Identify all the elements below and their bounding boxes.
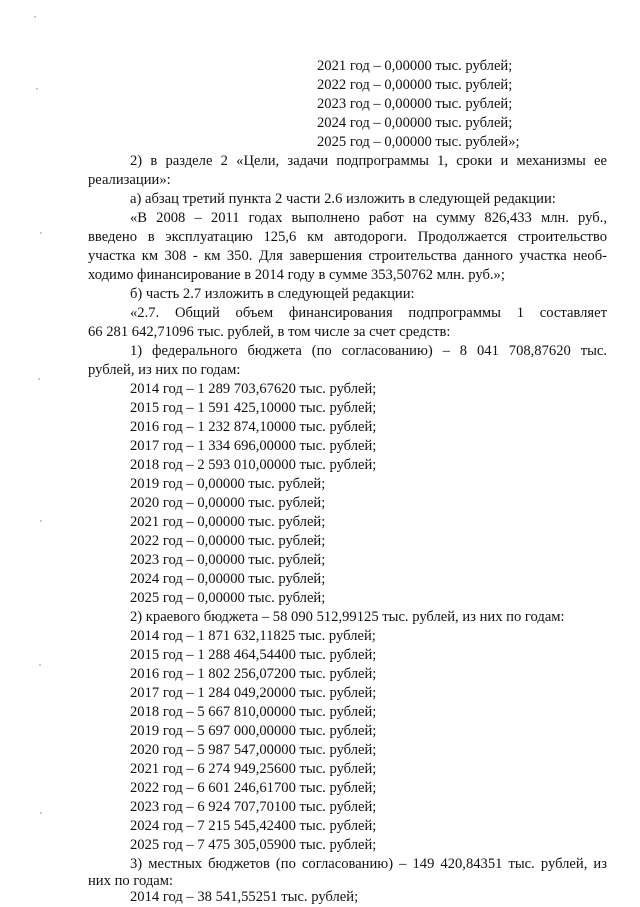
year-line: 2025 год – 0,00000 тыс. рублей»;	[317, 134, 520, 150]
federal-year-line: 2021 год – 0,00000 тыс. рублей;	[130, 514, 326, 530]
regional-year-line: 2018 год – 5 667 810,00000 тыс. рублей;	[130, 704, 377, 720]
scan-speck	[36, 88, 38, 90]
federal-budget-heading: 1) федерального бюджета (по согласованию) – 8 041 708,87620 тыс.	[130, 343, 607, 359]
scan-speck	[40, 812, 42, 814]
year-line: 2023 год – 0,00000 тыс. рублей;	[317, 96, 513, 112]
regional-year-line: 2022 год – 6 601 246,61700 тыс. рублей;	[130, 780, 377, 796]
federal-year-line: 2024 год – 0,00000 тыс. рублей;	[130, 571, 326, 587]
regional-year-line: 2020 год – 5 987 547,00000 тыс. рублей;	[130, 742, 377, 758]
local-year-line: 2014 год – 38 541,55251 тыс. рублей;	[130, 889, 359, 905]
federal-year-line: 2016 год – 1 232 874,10000 тыс. рублей;	[130, 419, 377, 435]
federal-year-line: 2014 год – 1 289 703,67620 тыс. рублей;	[130, 381, 377, 397]
federal-year-line: 2017 год – 1 334 696,00000 тыс. рублей;	[130, 438, 377, 454]
regional-year-line: 2019 год – 5 697 000,00000 тыс. рублей;	[130, 723, 377, 739]
federal-year-line: 2025 год – 0,00000 тыс. рублей;	[130, 590, 326, 606]
federal-year-line: 2023 год – 0,00000 тыс. рублей;	[130, 552, 326, 568]
quote-paragraph: участка км 308 - км 350. Для завершения строительства данного участка необ-	[88, 248, 607, 264]
regional-year-line: 2016 год – 1 802 256,07200 тыс. рублей;	[130, 666, 377, 682]
scan-speck	[40, 520, 42, 522]
regional-budget-heading: 2) краевого бюджета – 58 090 512,99125 тыс. рублей, из них по годам:	[130, 609, 565, 625]
federal-year-line: 2015 год – 1 591 425,10000 тыс. рублей;	[130, 400, 377, 416]
regional-year-line: 2014 год – 1 871 632,11825 тыс. рублей;	[130, 628, 376, 644]
federal-year-line: 2022 год – 0,00000 тыс. рублей;	[130, 533, 326, 549]
regional-year-line: 2021 год – 6 274 949,25600 тыс. рублей;	[130, 761, 377, 777]
year-line: 2022 год – 0,00000 тыс. рублей;	[317, 77, 513, 93]
regional-year-line: 2025 год – 7 475 305,05900 тыс. рублей;	[130, 837, 377, 853]
local-budget-heading: них по годам:	[88, 873, 174, 889]
scan-speck	[39, 664, 41, 666]
quote-paragraph: введено в эксплуатацию 125,6 км автодороги. Продолжается строительство	[88, 229, 607, 245]
section-2-7: 66 281 642,71096 тыс. рублей, в том числе за счет средств:	[88, 324, 451, 340]
federal-budget-heading: рублей, из них по годам:	[88, 362, 241, 378]
scan-speck	[38, 378, 40, 380]
scan-speck	[40, 232, 42, 234]
regional-year-line: 2017 год – 1 284 049,20000 тыс. рублей;	[130, 685, 377, 701]
local-budget-heading: 3) местных бюджетов (по согласованию) – 149 420,84351 тыс. рублей, из	[130, 856, 607, 872]
federal-year-line: 2019 год – 0,00000 тыс. рублей;	[130, 476, 326, 492]
scan-speck	[34, 16, 36, 18]
section-2-7: «2.7. Общий объем финансирования подпрограммы 1 составляет	[130, 305, 607, 321]
year-line: 2024 год – 0,00000 тыс. рублей;	[317, 115, 513, 131]
regional-year-line: 2024 год – 7 215 545,42400 тыс. рублей;	[130, 818, 377, 834]
quote-paragraph: ходимо финансирование в 2014 году в сумме 353,50762 млн. руб.»;	[88, 267, 505, 283]
regional-year-line: 2023 год – 6 924 707,70100 тыс. рублей;	[130, 799, 377, 815]
subitem-a: а) абзац третий пункта 2 части 2.6 изложить в следующей редакции:	[130, 191, 556, 207]
subitem-b: б) часть 2.7 изложить в следующей редакции:	[130, 286, 415, 302]
item-2-heading-cont: реализации»:	[88, 172, 171, 188]
item-2-heading: 2) в разделе 2 «Цели, задачи подпрограммы 1, сроки и механизмы ее	[130, 153, 607, 169]
regional-year-line: 2015 год – 1 288 464,54400 тыс. рублей;	[130, 647, 377, 663]
federal-year-line: 2018 год – 2 593 010,00000 тыс. рублей;	[130, 457, 377, 473]
year-line: 2021 год – 0,00000 тыс. рублей;	[317, 58, 513, 74]
quote-paragraph: «В 2008 – 2011 годах выполнено работ на сумму 826,433 млн. руб.,	[130, 210, 607, 226]
federal-year-line: 2020 год – 0,00000 тыс. рублей;	[130, 495, 326, 511]
